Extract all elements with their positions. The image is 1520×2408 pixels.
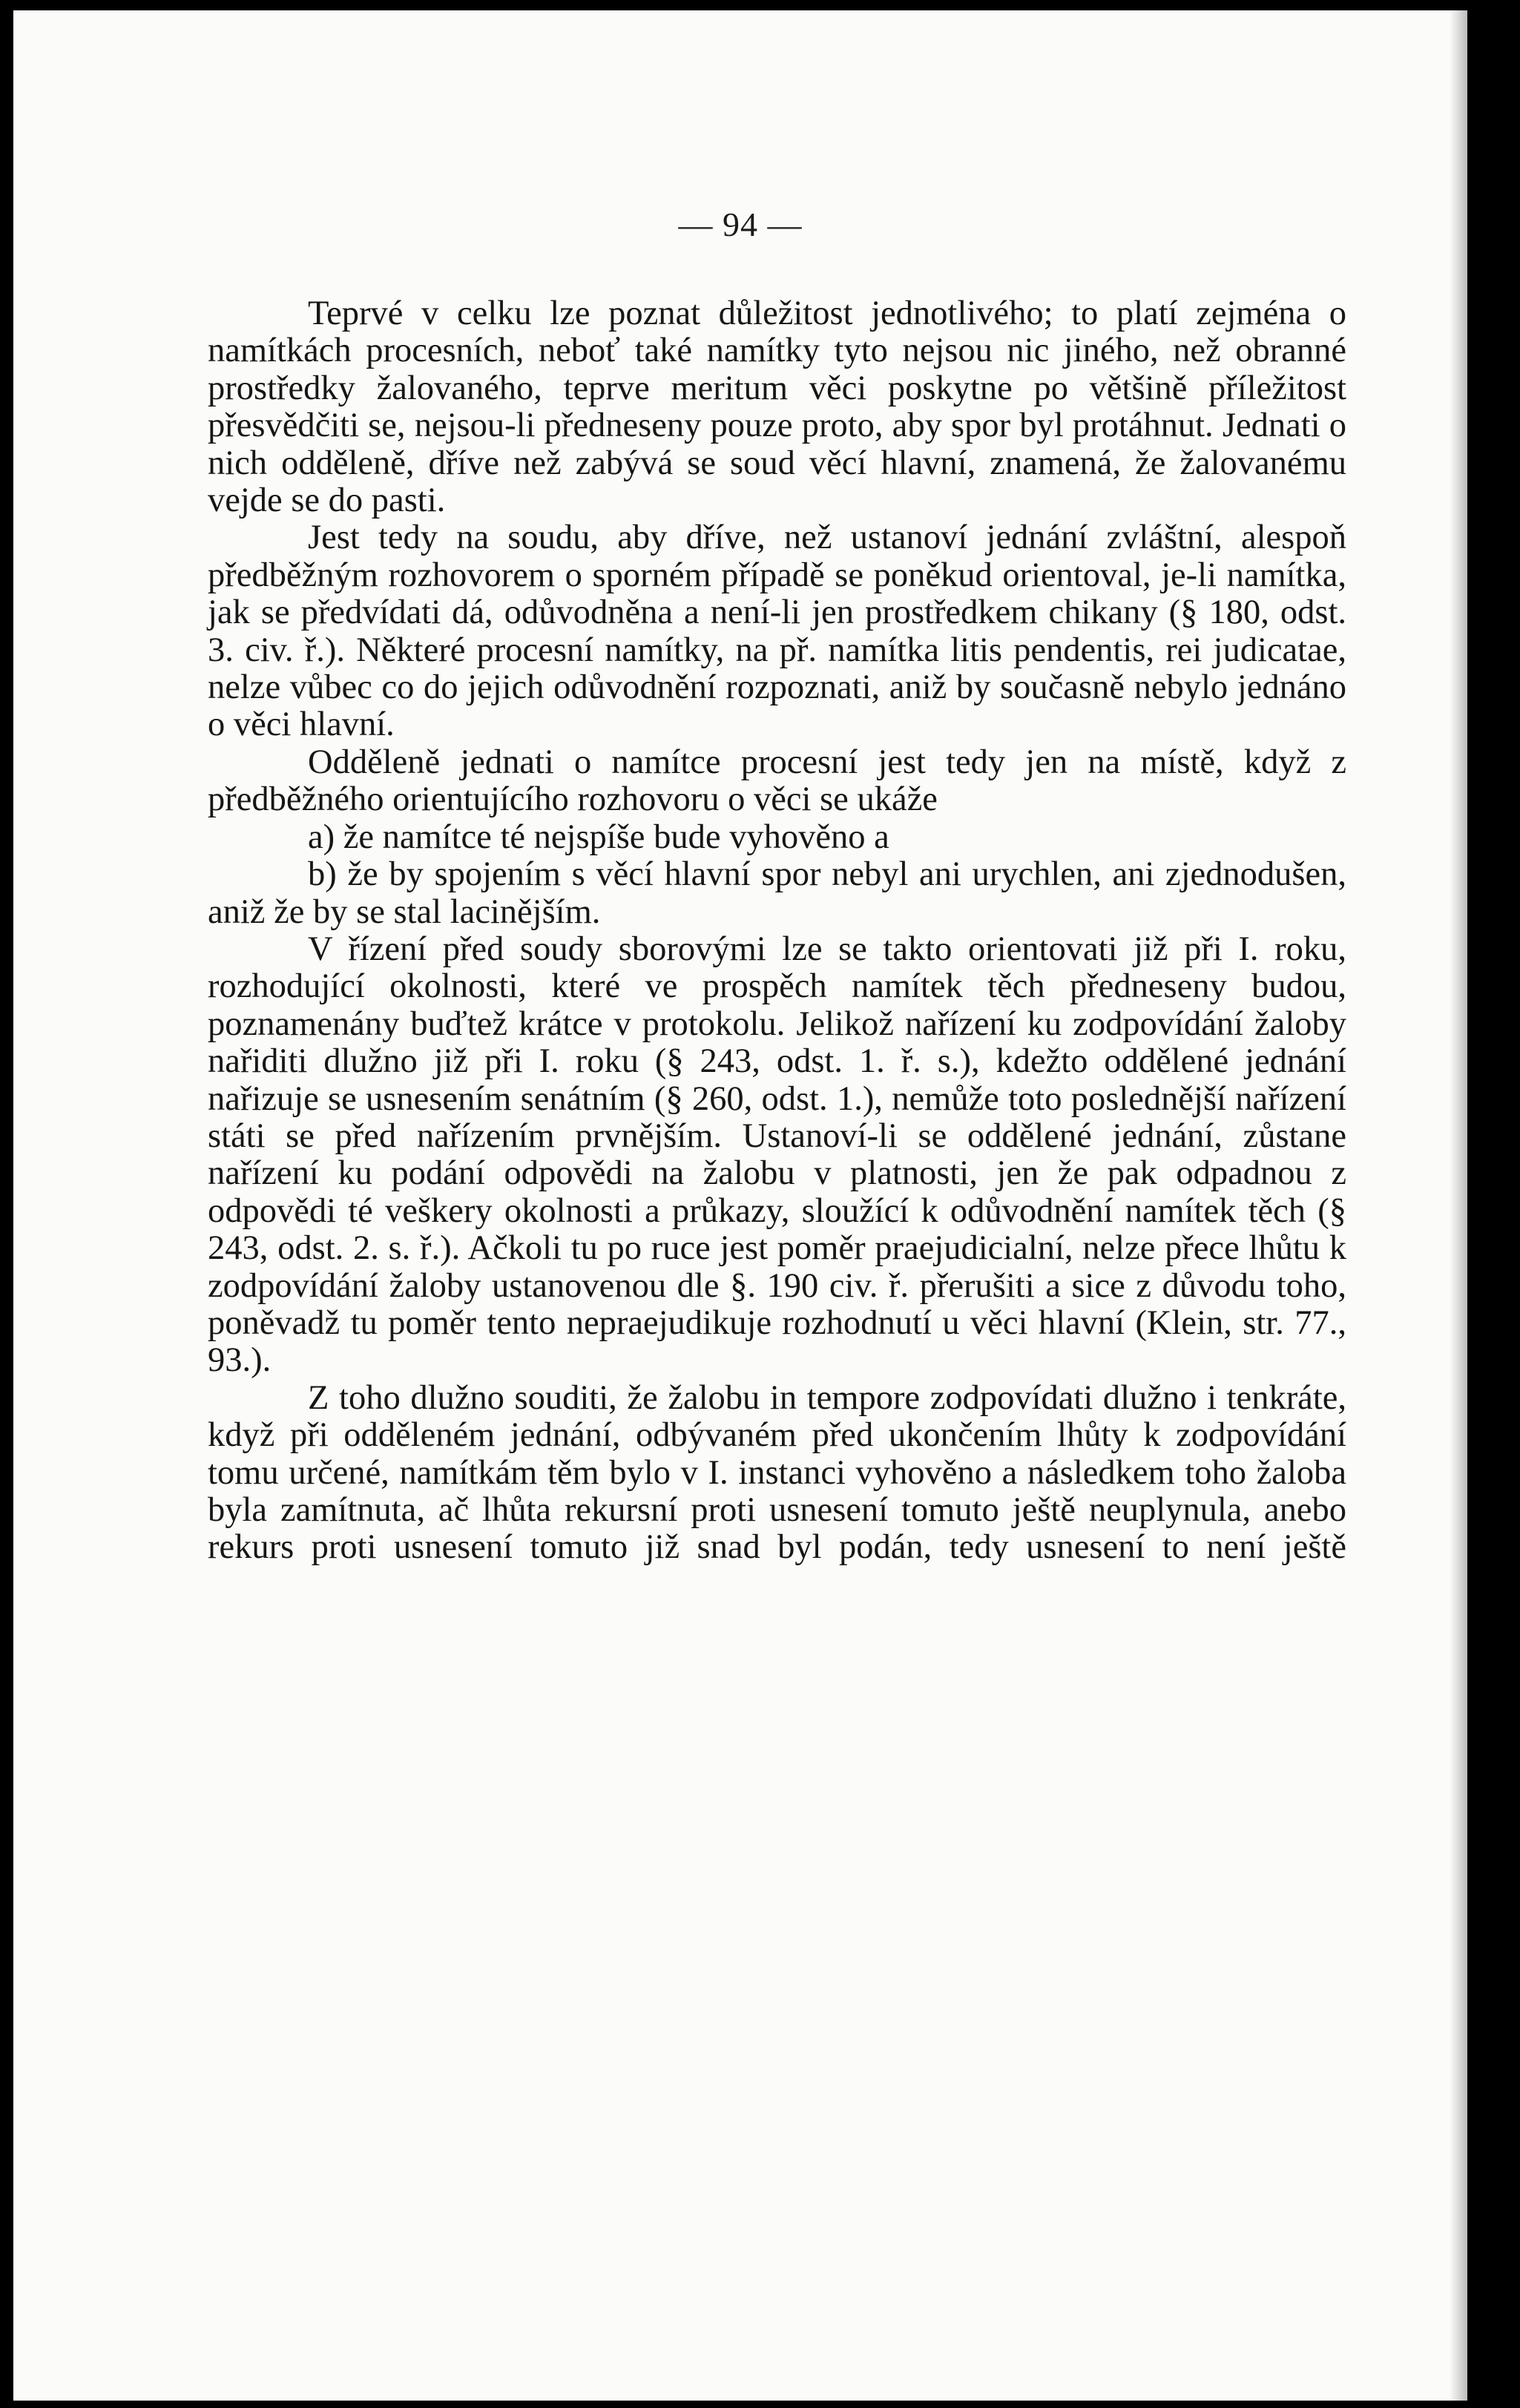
page-number: — 94 —	[678, 205, 803, 243]
book-page	[13, 10, 1467, 2401]
paragraph-3: Odděleně jednati o namítce procesní jest tedy jen na místě, když z předběžného orientujícího rozhovoru o věci se ukáže	[208, 743, 1346, 819]
paragraph-5: V řízení před soudy sborovými lze se takto orientovati již při I. roku, rozhodující okolnosti, které ve prospěch namítek těch předneseny budou, poznamenány buďtež krátce v protokolu. Jelikož nařízení ku zodpovídání žaloby nařiditi dlužno již při I. roku (§ 243, odst. 1. ř. s.), kdežto oddělené jednání nařizuje se usnesením senátním (§ 260, odst. 1.), nemůže toto poslednější nařízení státi se před nařízením prvnějším. Ustanoví-li se oddělené jednání, zůstane nařízení ku podání odpovědi na žalobu v platnosti, jen že pak odpadnou z odpovědi té veškery okolnosti a průkazy, sloužící k odůvodnění namítek těch (§ 243, odst. 2. s. ř.). Ačkoli tu po ruce jest poměr praejudicialní, nelze přece lhůtu k zodpovídání žaloby ustanovenou dle §. 190 civ. ř. přerušiti a sice z důvodu toho, poněvadž tu poměr tento nepraejudikuje rozhodnutí u věci hlavní (Klein, str. 77., 93.).	[208, 930, 1346, 1380]
list-item-b: b) že by spojením s věcí hlavní spor nebyl ani urychlen, ani zjednodušen, aniž že by se stal lacinějším.	[208, 855, 1346, 931]
paragraph-2: Jest tedy na soudu, aby dříve, než ustanoví jednání zvláštní, alespoň předběžným rozhovorem o sporném případě se poněkud orientoval, je-li namítka, jak se předvídati dá, odůvodněna a není-li jen prostředkem chikany (§ 180, odst. 3. civ. ř.). Některé procesní namítky, na př. namítka litis pendentis, rei judicatae, nelze vůbec co do jejich odůvodnění rozpoznati, aniž by současně nebylo jednáno o věci hlavní.	[208, 519, 1346, 744]
paragraph-1: Teprvé v celku lze poznat důležitost jednotlivého; to platí zejména o namítkách procesních, neboť také namítky tyto nejsou nic jiného, než obranné prostředky žalovaného, teprve meritum věci poskytne po většině příležitost přesvědčiti se, nejsou-li předneseny pouze proto, aby spor byl protáhnut. Jednati o nich odděleně, dříve než zabývá se soud věcí hlavní, znamená, že žalovanému vejde se do pasti.	[208, 295, 1346, 520]
body-text	[208, 295, 1346, 1567]
list-item-a: a) že namítce té nejspíše bude vyhověno a	[308, 818, 889, 856]
paragraph-6: Z toho dlužno souditi, že žalobu in tempore zodpovídati dlužno i tenkráte, když při odděleném jednání, odbývaném před ukončením lhůty k zodpovídání tomu určené, namítkám těm bylo v I. instanci vyhověno a následkem toho žaloba byla zamítnuta, ač lhůta rekursní proti usnesení tomuto ještě neuplynula, anebo rekurs proti usnesení tomuto již snad byl podán, tedy usnesení to není ještě	[208, 1378, 1346, 1567]
